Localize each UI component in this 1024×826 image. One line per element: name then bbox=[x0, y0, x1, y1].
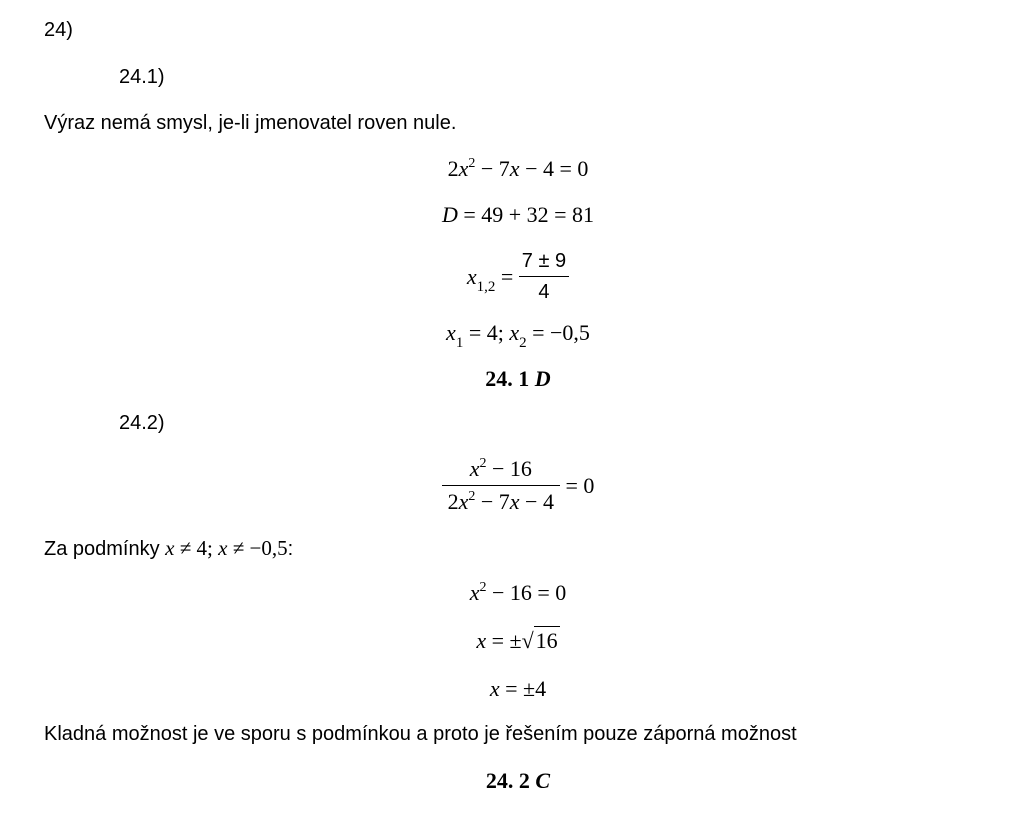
equation-fraction: $\frac{x^2 - 16}{2x^2 - 7x - 4}$ = 0 bbox=[6, 456, 1024, 515]
fraction-rhs: = 0 bbox=[565, 472, 595, 498]
equation-roots-formula: $x_{1,2}$ = $\frac{7 \pm 9}{4}$ bbox=[6, 248, 1024, 305]
equation-result: x = ±4 bbox=[489, 676, 547, 701]
condition-prefix: Za podmínky bbox=[44, 538, 160, 560]
subsection-heading-24-2: 24.2) bbox=[119, 412, 165, 434]
answer-24-2-letter: C bbox=[535, 768, 551, 793]
equation-roots-values: $x_1 = 4$; $x_2 = -0,5$ bbox=[446, 320, 590, 351]
condition-suffix: : bbox=[287, 538, 294, 560]
answer-24-2-number: 24. 2 bbox=[485, 768, 530, 793]
roots-numerator: 7 ± 9 bbox=[519, 248, 569, 277]
roots-denominator: 4 bbox=[538, 281, 550, 303]
answer-24-1 bbox=[6, 366, 1024, 392]
section-number: 24) bbox=[44, 19, 73, 41]
subsection-heading-24-1: 24.1) bbox=[119, 66, 165, 88]
conclusion-text: Kladná možnost je ve sporu s podmínkou a proto je řešením pouze záporná možnost bbox=[44, 723, 797, 745]
equation-square: $x^2 - 16 = 0$ bbox=[469, 580, 567, 605]
answer-24-2 bbox=[6, 768, 1024, 794]
answer-24-1-letter: D bbox=[534, 366, 551, 391]
equation-discriminant: D = 49 + 32 = 81 bbox=[441, 202, 595, 227]
condition-line bbox=[44, 536, 293, 561]
intro-text: Výraz nemá smysl, je-li jmenovatel roven nule. bbox=[44, 112, 457, 134]
condition-math: x ≠ 4; x ≠ −0,5 bbox=[165, 536, 288, 560]
answer-24-1-number: 24. 1 bbox=[485, 366, 530, 391]
equation-polynomial: $2x^2 - 7x - 4 = 0$ bbox=[447, 156, 589, 181]
equation-sqrt: x = ±√16 bbox=[476, 628, 558, 653]
